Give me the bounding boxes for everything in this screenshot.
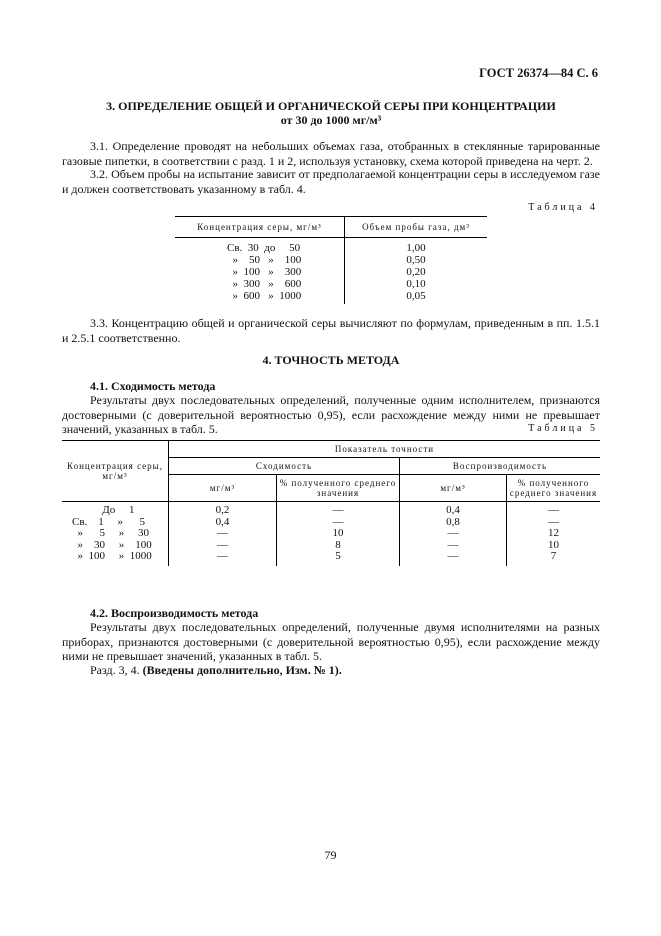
table5-header-reproducibility: Воспроизводимость <box>400 458 601 475</box>
section4-title: 4. ТОЧНОСТЬ МЕТОДА <box>262 353 400 367</box>
paragraph-3-3: 3.3. Концентрацию общей и органической серы вычисляют по формулам, приведенным в пп. 1.5.1 и 2.5.1 соответственно. <box>62 316 600 345</box>
table5-header-conv-pct: % полученного среднего значения <box>277 475 400 502</box>
table4-concentration-cells: Св. 30 до 50 » 50 » 100 » 100 » 300 » 300 » 600 » 600 » 1000 <box>227 242 302 302</box>
subsection-4-2-title: 4.2. Воспроизводимость метода <box>90 606 259 620</box>
table5-repr-pct-cells: — — 12 10 7 <box>507 502 601 566</box>
paragraph-3-2: 3.2. Объем пробы на испытание зависит от предполагаемой концентрации серы в исследуемом газе и должен соответствовать указанному в табл. 4. <box>62 167 600 196</box>
table5-caption: Таблица 5 <box>528 423 598 434</box>
amendment-note <box>62 663 600 678</box>
table-5 <box>62 440 600 566</box>
table5-concentration-cells: До 1 Св. 1 » 5 » 5 » 30 » 30 » 100 » 100 » 1000 <box>72 504 152 562</box>
section3-title <box>62 99 600 127</box>
table4-volume-cells: 1,00 0,50 0,20 0,10 0,05 <box>345 238 488 305</box>
table-4 <box>175 216 487 304</box>
paragraph-4-1: Результаты двух последовательных определений, полученные одним исполнителем, признаются достоверными (с доверительной вероятностью 0,95), если расхождение между ними не превышает значений, указанных в табл. 5. <box>62 393 600 436</box>
table5-header-concentration: Концентрация серы, мг/м³ <box>62 441 169 502</box>
table4-header-concentration: Концентрация серы, мг/м³ <box>175 217 345 238</box>
amendment-note-text: Разд. 3, 4. <box>90 663 143 677</box>
table5-header-conv-mg: мг/м³ <box>169 475 277 502</box>
table5-header-convergence: Сходимость <box>169 458 400 475</box>
amendment-note-bold: (Введены дополнительно, Изм. № 1). <box>142 663 342 677</box>
table5-header-repr-pct: % полученного среднего значения <box>507 475 601 502</box>
document-header: ГОСТ 26374—84 С. 6 <box>479 66 598 80</box>
table4-header-volume: Объем пробы газа, дм³ <box>345 217 488 238</box>
table5-header-repr-mg: мг/м³ <box>400 475 507 502</box>
table5-conv-pct-cells: — — 10 8 5 <box>277 502 400 566</box>
table4-caption: Таблица 4 <box>528 202 598 213</box>
subsection-4-1-title: 4.1. Сходимость метода <box>90 379 216 393</box>
paragraph-4-2: Результаты двух последовательных определений, полученные двумя исполнителями на разных приборах, признаются достоверными (с доверительной вероятностью 0,95), если расхождение между ними не превышает значений, указанных в табл. 5. <box>62 620 600 663</box>
table5-header-accuracy: Показатель точности <box>169 441 601 458</box>
paragraph-3-1: 3.1. Определение проводят на небольших объемах газа, отобранных в стеклянные тарированные газовые пипетки, в соответствии с разд. 1 и 2, используя установку, схема которой приведена на черт. 2. <box>62 139 600 168</box>
section3-title-line1: 3. ОПРЕДЕЛЕНИЕ ОБЩЕЙ И ОРГАНИЧЕСКОЙ СЕРЫ ПРИ КОНЦЕНТРАЦИИ <box>106 99 556 113</box>
page-number: 79 <box>324 848 337 862</box>
section3-title-line2: от 30 до 1000 мг/м³ <box>280 113 382 127</box>
table5-conv-mg-cells: 0,2 0,4 — — — <box>169 502 277 566</box>
table5-repr-mg-cells: 0,4 0,8 — — — <box>400 502 507 566</box>
